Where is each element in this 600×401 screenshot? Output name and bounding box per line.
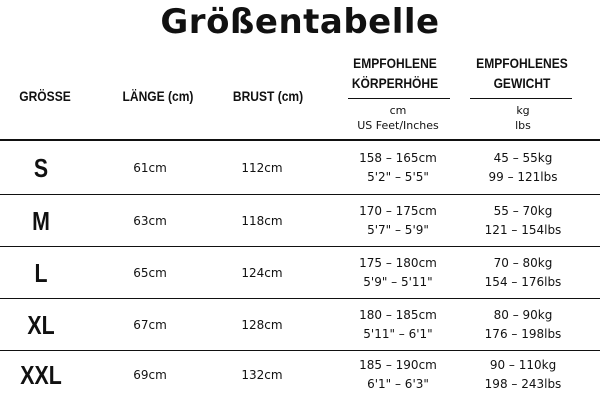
height-ft: 5'2" – 5'5" (367, 170, 429, 184)
table-row (0, 195, 600, 247)
header-divider-height (348, 98, 450, 99)
height-cell (335, 247, 461, 299)
table-row (0, 142, 600, 194)
weight-kg: 70 – 80kg (493, 256, 553, 270)
height-cm: 185 – 190cm (359, 358, 437, 372)
weight-cell (460, 247, 586, 299)
height-cell (335, 349, 461, 401)
size-cell: XXL (20, 360, 62, 390)
table-row (0, 349, 600, 401)
header-length: LÄNGE (cm) (122, 88, 194, 104)
table-row (0, 299, 600, 351)
height-cell (335, 299, 461, 351)
height-cm: 170 – 175cm (359, 204, 437, 218)
chest-cell: 128cm (241, 318, 283, 332)
weight-cell (460, 299, 586, 351)
weight-cell (460, 349, 586, 401)
weight-kg: 90 – 110kg (489, 358, 557, 372)
weight-lbs: 176 – 198lbs (484, 327, 562, 341)
chest-cell: 112cm (241, 161, 283, 175)
length-cell: 61cm (133, 161, 167, 175)
size-cell: XL (27, 310, 55, 340)
subheader-height-unit2: US Feet/Inches (357, 119, 439, 132)
length-cell: 67cm (133, 318, 167, 332)
height-ft: 6'1" – 6'3" (367, 377, 429, 391)
height-cm: 180 – 185cm (359, 308, 437, 322)
height-ft: 5'7" – 5'9" (367, 223, 429, 237)
header-size: GRÖSSE (19, 88, 71, 104)
page-title: Größentabelle (160, 2, 440, 42)
header-divider-weight (470, 98, 572, 99)
weight-lbs: 121 – 154lbs (484, 223, 562, 237)
height-cm: 158 – 165cm (359, 151, 437, 165)
height-ft: 5'9" – 5'11" (363, 275, 433, 289)
weight-lbs: 99 – 121lbs (488, 170, 558, 184)
header-height-line2: KÖRPERHÖHE (351, 75, 439, 91)
chest-cell: 132cm (241, 368, 283, 382)
weight-lbs: 154 – 176lbs (484, 275, 562, 289)
height-cell (335, 195, 461, 247)
table-header-rule (0, 139, 600, 141)
size-cell: L (34, 258, 48, 288)
weight-lbs: 198 – 243lbs (484, 377, 562, 391)
subheader-weight-unit1: kg (516, 104, 530, 117)
subheader-height-unit1: cm (389, 104, 407, 117)
weight-kg: 45 – 55kg (493, 151, 553, 165)
header-weight-line1: EMPFOHLENES (476, 55, 568, 71)
table-row (0, 247, 600, 299)
height-ft: 5'11" – 6'1" (363, 327, 433, 341)
chest-cell: 118cm (241, 214, 283, 228)
subheader-weight-unit2: lbs (515, 119, 531, 132)
size-cell: S (33, 153, 49, 183)
header-height-line1: EMPFOHLENE (353, 55, 437, 71)
height-cm: 175 – 180cm (359, 256, 437, 270)
chest-cell: 124cm (241, 266, 283, 280)
size-cell: M (32, 206, 50, 236)
length-cell: 63cm (133, 214, 167, 228)
header-chest: BRUST (cm) (232, 88, 304, 104)
height-cell (335, 142, 461, 194)
length-cell: 69cm (133, 368, 167, 382)
weight-kg: 80 – 90kg (493, 308, 553, 322)
header-weight-line2: GEWICHT (493, 75, 551, 91)
weight-cell (460, 195, 586, 247)
length-cell: 65cm (133, 266, 167, 280)
weight-kg: 55 – 70kg (493, 204, 553, 218)
weight-cell (460, 142, 586, 194)
